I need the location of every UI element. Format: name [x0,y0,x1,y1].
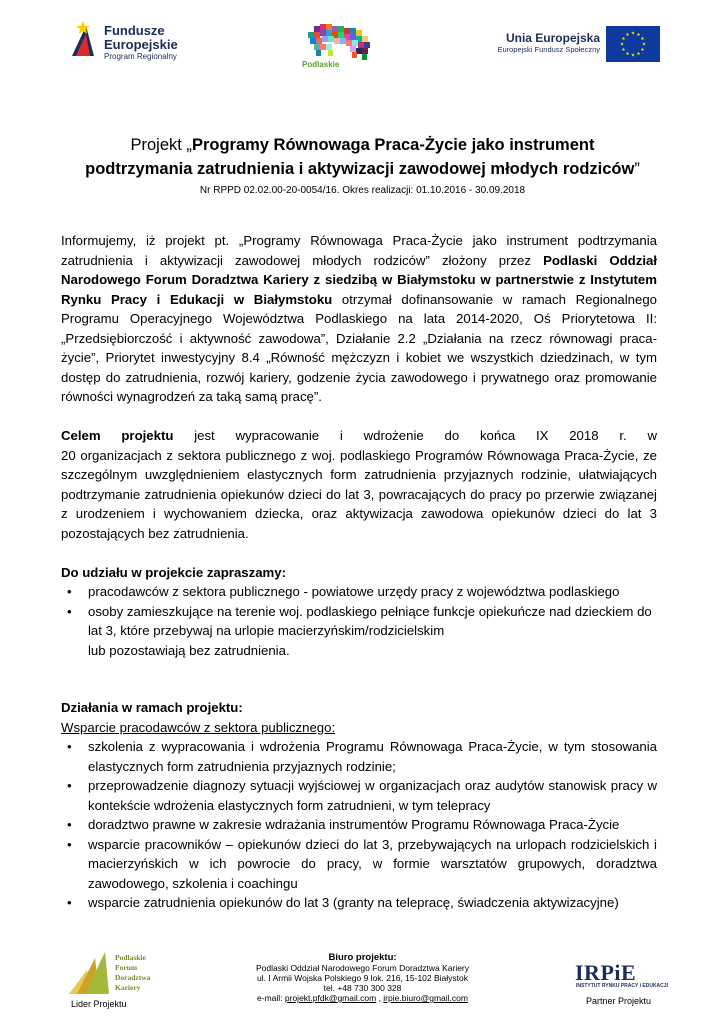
title-bold-line1: Programy Równowaga Praca-Życie jako instrument [191,136,595,154]
office-email-line [220,993,505,1003]
title-prefix: Projekt „ [130,136,192,154]
bison-mosaic-icon [300,22,380,62]
project-office-info [220,953,505,1003]
svg-text:Doradztwa: Doradztwa [115,973,151,982]
list-item [61,815,657,835]
document-body [61,231,657,913]
invite-item-text: pracodawców z sektora publicznego - powiatowe urzędy pracy z województwa podlaskiego [88,584,620,599]
bullet-icon: • [67,584,72,599]
list-item [61,893,657,913]
goal-text2: 20 organizacjach z sektora publicznego z woj. podlaskiego Programów Równowaga Praca-Życie, ze szczególnym uwzględnieniem elastycznych form zatrudnienia przyjaznych rodzinie, ułatwiających podtrzymanie zatrudnienia opiekunów dzieci do lat 3, powracających do pracy po przerwie związanej z urodzeniem i wychowaniem dziecka, oraz aktywizacja zawodowa opiekunów dzieci do lat 3 pozostających bez zatrudnienia. [61,447,657,541]
email-link-irpie[interactable]: irpie.biuro@gmail.com [383,993,468,1003]
fe-line3: Program Regionalny [104,52,177,62]
ue-line2: Europejski Fundusz Społeczny [497,44,600,54]
project-title [40,133,685,199]
intro-beneficiary: Podlaski Oddział Narodowego Forum Doradztwa Kariery z siedzibą w Białymstoku w partnerstwie z Instytutem Rynku Pracy i Edukacji w Białymstoku [61,252,657,307]
goal-paragraph [61,426,657,446]
list-item [61,835,657,894]
unia-europejska-logo [480,24,660,68]
irpie-subtitle: INSTYTUT RYNKU PRACY i EDUKACJI [576,983,668,989]
actions-list [61,737,657,913]
office-title: Biuro projektu: [328,952,397,963]
svg-text:Forum: Forum [115,963,138,972]
action-item-text: przeprowadzenie diagnozy sytuacji wyjściowej w organizacjach oraz audytów stanowisk pracy w kontekście wdrożenia elastycznych form zatrudnieni, w tym telepracy [88,778,657,813]
bullet-icon: • [67,739,72,754]
action-item-text: doradztwo prawne w zakresie wdrażania instrumentów Programu Równowaga Praca-Życie [88,817,620,832]
ue-line1: Unia Europejska [505,31,600,45]
irpie-logo [570,960,670,1010]
invite-item-text: osoby zamieszkujące na terenie woj. podlaskiego pełniące funkcje opiekuńcze nad dzieckiem do lat 3, które przebywaj na urlopie macierzyńskim/rodzicielskim [88,603,652,638]
list-item [61,737,657,776]
project-number: Nr RPPD 02.02.00-20-0054/16. Okres realizacji: 01.10.2016 - 30.09.2018 [199,185,526,196]
action-item-text: wsparcie pracowników – opiekunów dzieci do lat 3, przebywających na urlopach rodzicielskich i macierzyńskich w ich powrocie do pracy, w formie warsztatów grupowych, doradztwa zawodowego, szkolenia i coachingu [88,836,657,891]
partner-label: Partner Projektu [586,996,652,1006]
svg-text:Podlaskie: Podlaskie [115,953,146,962]
pfdk-mark-icon [65,950,155,996]
svg-text:Kariery: Kariery [115,983,141,992]
bullet-icon: • [67,836,72,852]
office-phone: tel. +48 730 300 328 [323,983,402,993]
title-bold-line2: podtrzymania zatrudnienia i aktywizacji zawodowej młodych rodziców [85,160,635,178]
podlaskie-logo [300,22,380,72]
goal-heading: Celem projektu [61,428,174,443]
invite-list [61,582,657,660]
action-item-text: wsparcie zatrudnienia opiekunów do lat 3 (granty na telepracę, świadczenia aktywizacyjne) [88,895,619,910]
fe-star-mark-icon [68,20,98,64]
lider-label: Lider Projektu [71,999,127,1009]
actions-heading: Działania w ramach projektu: [61,700,243,715]
list-item [61,602,657,661]
email-prefix: e-mail: [257,993,285,1003]
action-item-text: szkolenia z wypracowania i wdrożenia Programu Równowaga Praca-Życie, w tym stosowania elastycznych form zatrudnienia przyjaznych rodzinie; [88,739,657,774]
email-separator: , [376,993,384,1003]
invite-item-cont: lub pozostawiają bez zatrudnienia. [88,642,290,658]
fundusze-europejskie-logo [68,20,208,70]
bullet-icon: • [67,778,72,793]
fe-line1: Fundusze [104,23,165,38]
intro-text-c: otrzymał dofinansowanie w ramach Regionalnego Programu Operacyjnego Województwa Podlaskiego na lata 2014-2020, Oś Priorytetowa II: „Przedsiębiorczość i aktywność zawodowa”, Działanie 2.2 „Działania na rzecz równowagi praca-życie”, Priorytet inwestycyjny 8.4 „Równość mężczyzn i kobiet we wszystkich dziedzinach, w tym dostęp do zatrudnienia, rozwój kariery, godzenie życia zawodowego i prywatnego oraz promowanie równości wynagrodzeń za taką samą pracę”. [61,291,657,404]
bullet-icon: • [67,817,72,832]
title-suffix: ” [634,160,640,178]
fe-line2: Europejskie [104,36,178,52]
irpie-wordmark: IRPiE [575,960,637,985]
actions-subheading: Wsparcie pracodawców z sektora publicznego: [61,719,336,735]
email-link-pfdk[interactable]: projekt.pfdk@gmail.com [284,993,377,1003]
eu-flag-icon [606,26,660,62]
intro-text-a: Informujemy, iż projekt pt. „Programy Równowaga Praca-Życie jako instrument podtrzymania zatrudnienia i aktywizacji zawodowej młodych rodziców” złożony przez [61,233,657,268]
bullet-icon: • [67,895,72,910]
goal-text1: jest wypracowanie i wdrożenie do końca IX 2018 r. w [173,428,657,443]
invite-heading: Do udziału w projekcie zapraszamy: [61,564,286,580]
list-item [61,776,657,815]
office-line2: ul. I Armii Wojska Polskiego 9 lok. 216, 15-102 Białystok [256,973,469,983]
podlaskie-label: Podlaskie [302,60,340,69]
bullet-icon: • [67,603,72,619]
list-item [61,582,657,602]
goal-paragraph-cont [61,446,657,544]
pfdk-logo [65,950,155,1010]
office-line1: Podlaski Oddział Narodowego Forum Doradztwa Kariery [255,963,470,973]
intro-paragraph [61,231,657,407]
